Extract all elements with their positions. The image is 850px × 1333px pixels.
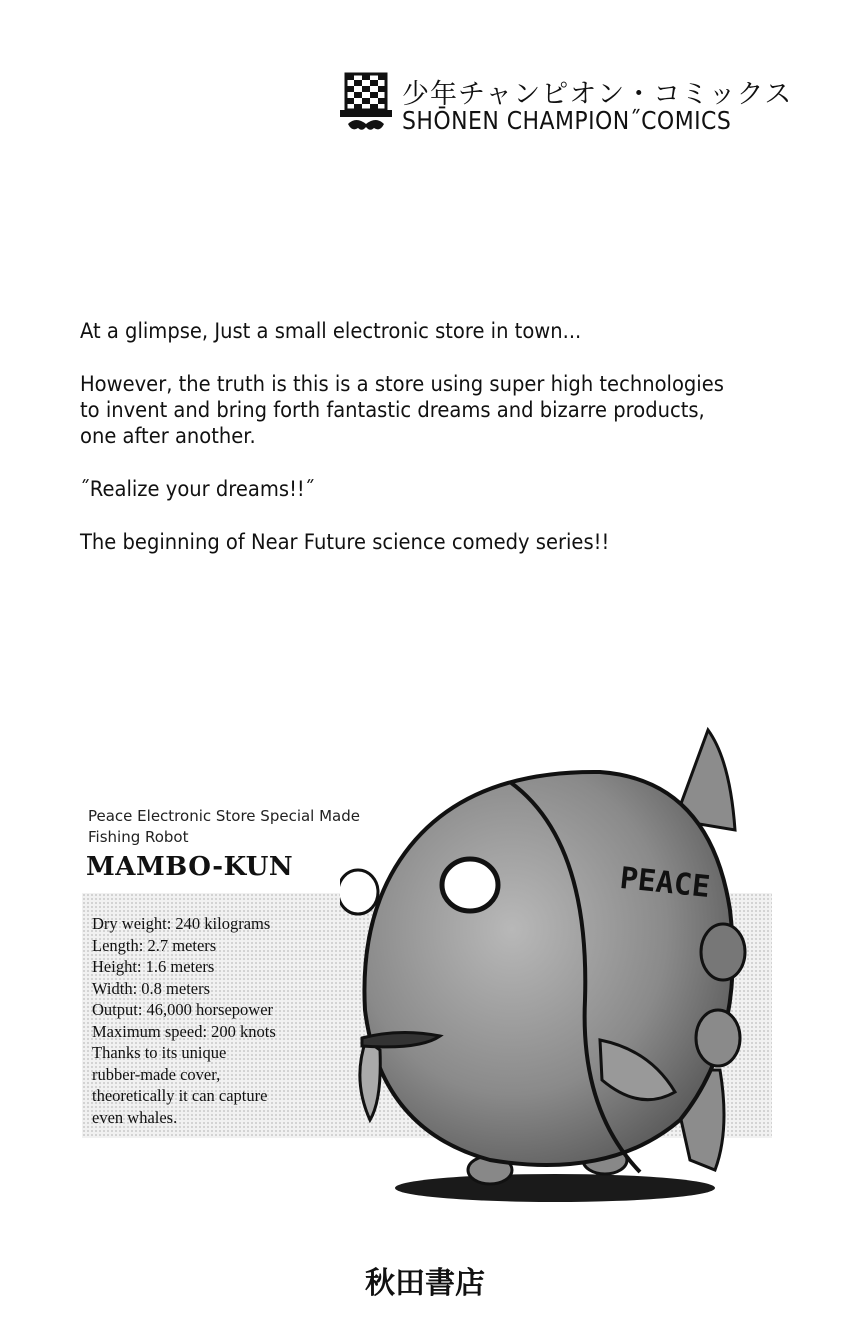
robot-caption-subtitle <box>88 806 360 848</box>
blurb-paragraph-3: ˝Realize your dreams!!˝ <box>80 477 315 501</box>
publisher-logo <box>340 70 793 140</box>
spec-line: Output: 46,000 horsepower <box>92 1000 274 1019</box>
blurb-paragraph-1: At a glimpse, Just a small electronic store in town... <box>80 319 582 343</box>
spec-line: Dry weight: 240 kilograms <box>92 914 271 933</box>
spec-line: Length: 2.7 meters <box>92 935 217 955</box>
mambo-kun-robot-illustration <box>340 720 770 1210</box>
spec-line: Width: 0.8 meters <box>92 978 211 998</box>
logo-english-text: SHŌNEN CHAMPION˝COMICS <box>402 106 732 135</box>
spec-line: theoretically it can capture <box>92 1086 268 1105</box>
caption-subtitle-line-2: Fishing Robot <box>88 828 189 846</box>
robot-spec-list <box>92 913 276 1128</box>
robot-peace-label: PEACE <box>618 860 712 906</box>
robot-name-title: MAMBO-KUN <box>86 852 294 882</box>
spec-line: Height: 1.6 meters <box>92 957 215 976</box>
caption-subtitle-line-1: Peace Electronic Store Special Made <box>88 807 360 825</box>
back-cover-blurb <box>80 318 731 582</box>
blurb-paragraph-4: The beginning of Near Future science comedy series!! <box>80 530 610 554</box>
publisher-name: 秋田書店 <box>365 1266 485 1301</box>
blurb-paragraph-2: However, the truth is this is a store using super high technologies to invent and bring forth fantastic dreams and bizarre products, one after another. <box>80 372 724 448</box>
spec-line: even whales. <box>92 1107 178 1127</box>
logo-japanese-text: 少年チャンピオン・コミックス <box>402 79 793 110</box>
spec-line: Maximum speed: 200 knots <box>92 1021 276 1041</box>
spec-line: Thanks to its unique <box>92 1043 227 1062</box>
checkered-hat-logo-icon <box>340 70 392 136</box>
spec-line: rubber-made cover, <box>92 1064 221 1084</box>
